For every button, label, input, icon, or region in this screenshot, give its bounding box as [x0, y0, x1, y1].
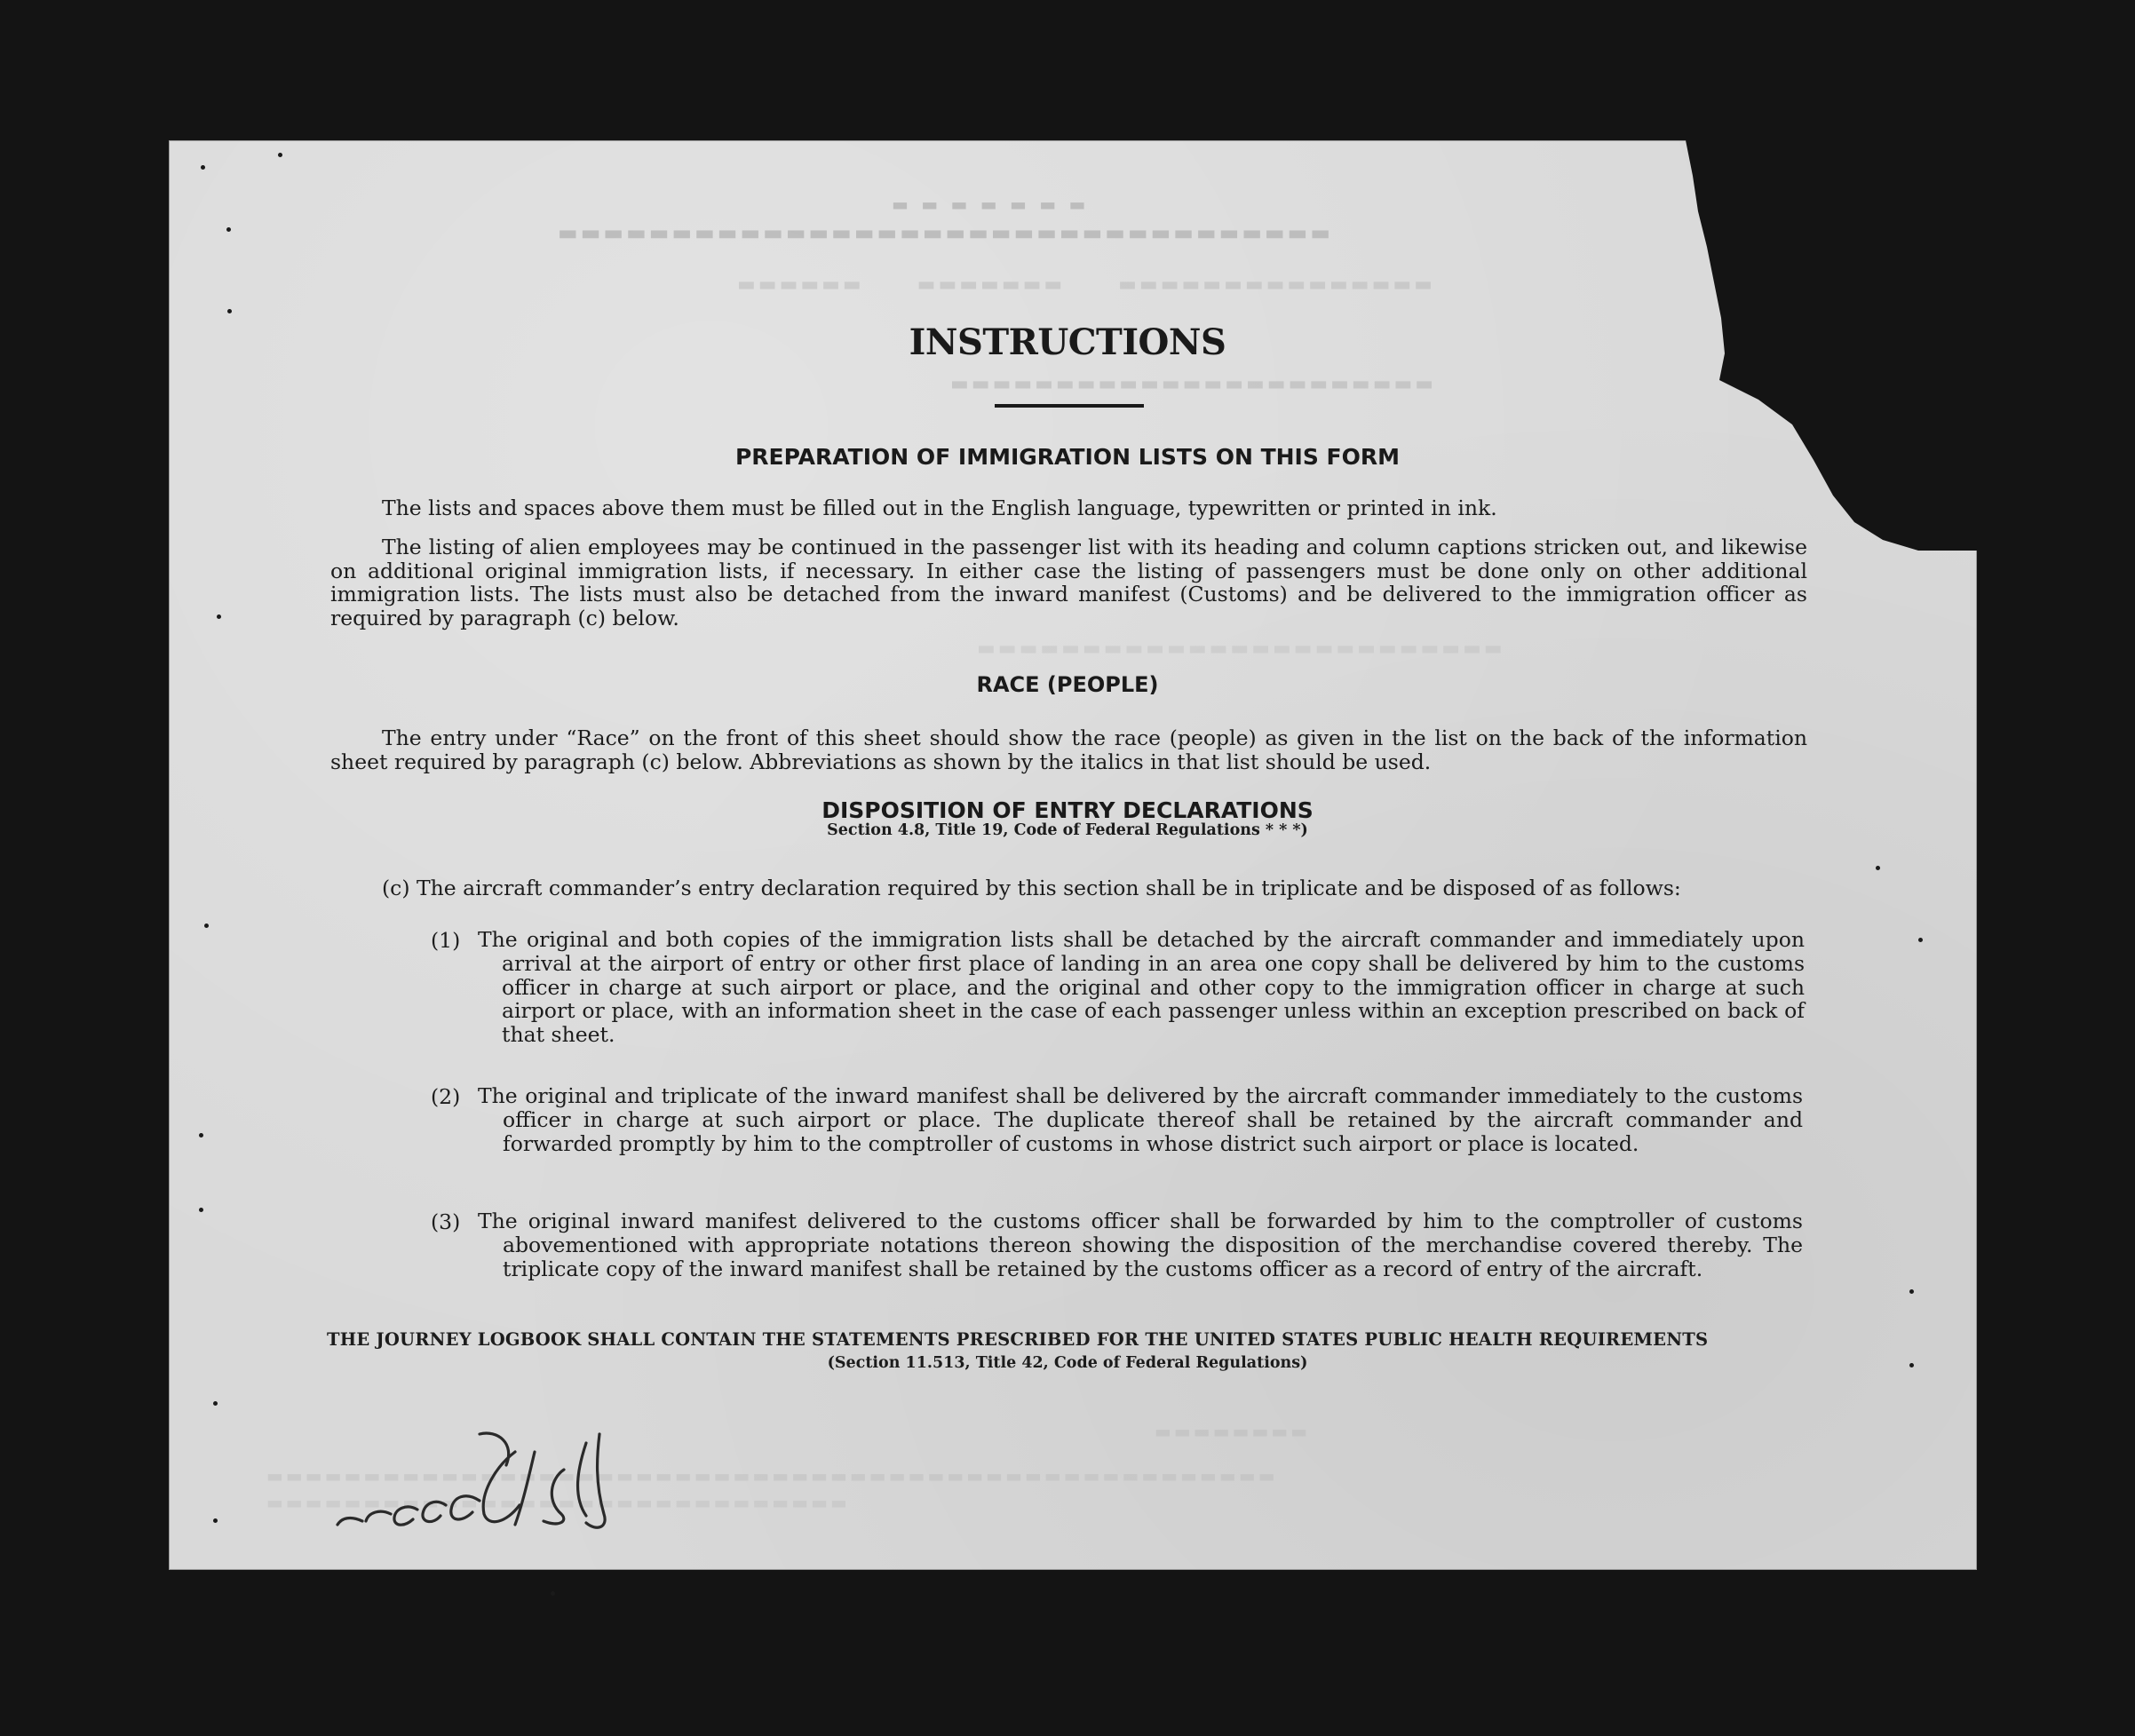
- speck-mark: [204, 923, 209, 928]
- item-1-text: The original and both copies of the immigration lists shall be detached by the aircraft commander and immediately upon arrival at the airport of entry or other first place of landing in an area one copy shall be delivered by him to the customs officer in charge at such airport or place, and the original and other copy to the immigration officer in charge at such airport or place, with an information sheet in the case of each passenger unless within an exception prescribed on back of that sheet.: [478, 927, 1805, 1048]
- bleed-through-text: ▬ ▬ ▬ ▬ ▬ ▬ ▬: [888, 194, 1086, 215]
- bleed-through-text: ▬▬▬▬▬▬▬▬▬▬▬▬▬▬▬▬▬▬▬▬▬▬▬: [950, 373, 1437, 395]
- preparation-paragraph-1: The lists and spaces above them must be filled out in the English language, typewritten or printed in ink.: [382, 495, 1497, 520]
- speck-mark: [1909, 1289, 1914, 1294]
- bleed-through-text: ▬▬▬▬▬▬ ▬▬▬▬▬▬▬ ▬▬▬▬▬▬▬▬▬▬▬▬▬▬▬: [737, 273, 1435, 296]
- preparation-paragraph-2: The listing of alien employees may be continued in the passenger list with its heading and column captions stricken out, and likewise on additional original immigration lists, if necessary. In either case the listing of passengers must be done only on other additional immigration lists. The lists must also be detached from the inward manifest (Customs) and be delivered to the immigration officer as required by paragraph (c) below.: [330, 535, 1807, 630]
- race-paragraph: The entry under “Race” on the front of this sheet should show the race (people) as given in the list on the back of the information sheet required by paragraph (c) below. Abbreviations as shown by the italics in that list should be used.: [330, 725, 1807, 774]
- title-underline: [995, 404, 1144, 408]
- bleed-through-text: ▬▬▬▬▬▬▬▬▬▬▬▬▬▬▬▬▬▬▬▬▬▬▬▬▬: [977, 638, 1505, 660]
- speck-mark: [1876, 866, 1880, 870]
- speck-mark: [213, 1401, 218, 1406]
- item-3-text: The original inward manifest delivered to the customs officer shall be forwarded by him to the comptroller of customs abovementioned with appropriate notations thereon showing the disposition of the merchandise covered thereby. The triplicate copy of the inward manifest shall be retained by the customs officer as a record of entry of the aircraft.: [478, 1209, 1803, 1281]
- disposition-heading: DISPOSITION OF ENTRY DECLARATIONS: [821, 797, 1314, 823]
- speck-mark: [201, 165, 205, 170]
- bleed-through-text: ▬▬▬▬▬▬▬▬▬▬▬▬▬▬▬▬▬▬▬▬▬▬▬▬▬▬▬▬▬▬: [266, 1492, 850, 1513]
- item-1-number: (1): [431, 928, 461, 953]
- bleed-through-text: ▬▬▬▬▬▬▬▬▬▬▬▬▬▬▬▬▬▬▬▬▬▬▬▬▬▬▬▬▬▬▬▬▬▬: [555, 220, 1330, 245]
- speck-mark: [217, 614, 221, 619]
- bleed-through-text: ▬▬▬▬▬▬▬▬: [1155, 1421, 1311, 1442]
- disposition-subheading: Section 4.8, Title 19, Code of Federal Regulations * * *): [827, 821, 1308, 839]
- speck-mark: [278, 153, 282, 157]
- speck-mark: [227, 309, 232, 313]
- item-2-text: The original and triplicate of the inward manifest shall be delivered by the aircraft commander immediately to the customs officer in charge at such airport or place. The duplicate thereof shall be retained by the aircraft commander and forwarded promptly by him to the comptroller of customs in whose district such airport or place is located.: [478, 1083, 1803, 1156]
- speck-mark: [199, 1133, 203, 1138]
- item-3-number: (3): [431, 1209, 461, 1234]
- speck-mark: [551, 1591, 555, 1596]
- page-title: INSTRUCTIONS: [909, 321, 1226, 363]
- footer-logbook-requirement: THE JOURNEY LOGBOOK SHALL CONTAIN THE STATEMENTS PRESCRIBED FOR THE UNITED STATES PUBLIC HEALTH REQUIREMENTS: [327, 1329, 1709, 1350]
- item-2-number: (2): [431, 1084, 461, 1109]
- speck-mark: [226, 227, 231, 232]
- handwritten-signature: [213, 1416, 639, 1545]
- speck-mark: [1918, 938, 1923, 942]
- race-heading: RACE (PEOPLE): [976, 672, 1159, 697]
- footer-regulation-reference: (Section 11.513, Title 42, Code of Federal Regulations): [827, 1354, 1308, 1372]
- bleed-through-text: ▬▬▬▬▬▬▬▬▬▬▬▬▬▬▬▬▬▬▬▬▬▬▬▬▬▬▬▬▬▬▬▬▬▬▬▬▬▬▬▬▬▬▬▬▬▬▬▬▬▬▬▬: [266, 1465, 1278, 1486]
- disposition-intro: (c) The aircraft commander’s entry declaration required by this section shall be in triplicate and be disposed of as follows:: [382, 876, 1681, 900]
- speck-mark: [199, 1208, 203, 1212]
- preparation-heading: PREPARATION OF IMMIGRATION LISTS ON THIS FORM: [734, 444, 1401, 470]
